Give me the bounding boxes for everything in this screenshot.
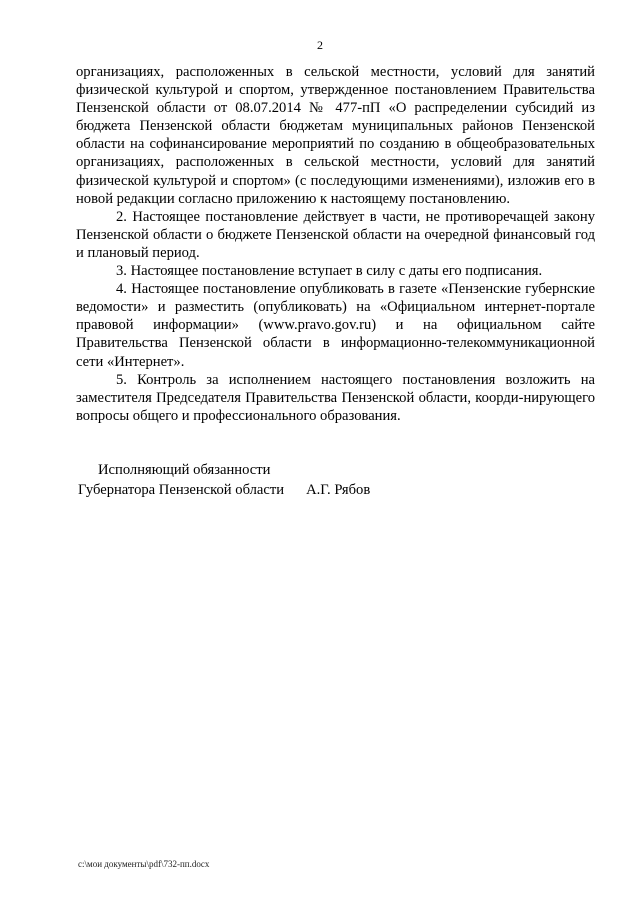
signatory-title-line2: Губернатора Пензенской области bbox=[78, 482, 285, 498]
document-body bbox=[76, 63, 595, 425]
footer-file-path: c:\мои документы\pdf\732-пп.docx bbox=[78, 859, 210, 869]
page-number: 2 bbox=[317, 38, 323, 52]
signatory-row bbox=[78, 480, 370, 500]
paragraph-4: 4. Настоящее постановление опубликовать в газете «Пензенские губернские ведомости» и разместить (опубликовать) на «Официальном интернет-портале правовой информации» (www.pravo.gov.ru) и на официальном сайте Правительства Пензенской области в информационно-телекоммуникационной сети «Интернет». bbox=[76, 281, 595, 370]
paragraph-3: 3. Настоящее постановление вступает в силу с даты его подписания. bbox=[116, 263, 543, 280]
paragraph-continuation: организациях, расположенных в сельской местности, условий для занятий физической культурой и спортом, утвержденное постановлением Правительства Пензенской области от 08.07.2014 № 477-пП «О распределении субсидий из бюджета Пензенской области бюджетам муниципальных районов Пензенской области на софинансирование мероприятий по созданию в общеобразовательных организациях, расположенных в сельской местности, условий для занятий физической культурой и спортом» (с последующими изменениями), изложив его в новой редакции согласно приложению к настоящему постановлению. bbox=[76, 64, 595, 207]
paragraph-5: 5. Контроль за исполнением настоящего постановления возложить на заместителя Председателя Правительства Пензенской области, коорди-нирующего вопросы общего и профессионального образования. bbox=[76, 371, 595, 424]
signature-block bbox=[78, 460, 370, 500]
paragraph-2: 2. Настоящее постановление действует в части, не противоречащей закону Пензенской области о бюджете Пензенской области на очередной финансовый год и плановый период. bbox=[76, 208, 595, 261]
signatory-title-line1: Исполняющий обязанности bbox=[98, 462, 271, 478]
signatory-name: А.Г. Рябов bbox=[306, 482, 371, 498]
